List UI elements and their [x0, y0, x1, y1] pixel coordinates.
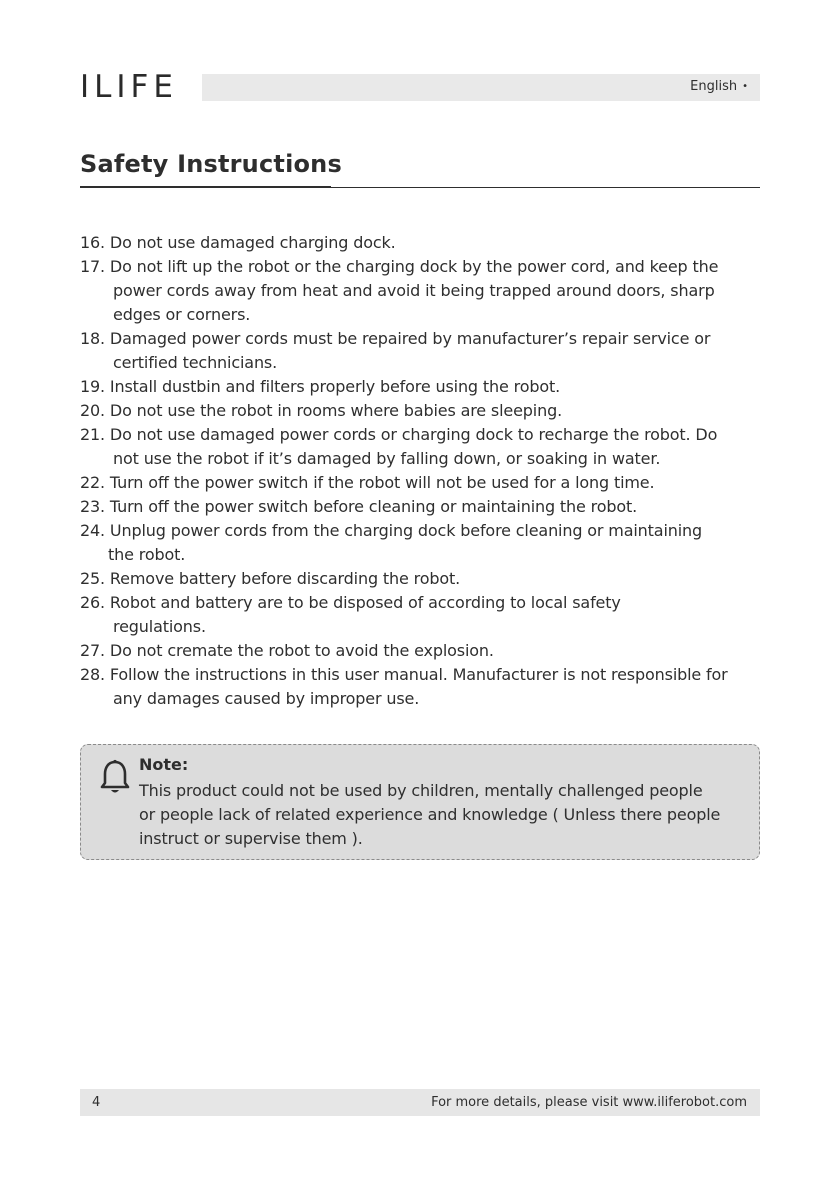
language-indicator [690, 79, 748, 94]
item-line: 19. Install dustbin and filters properly before using the robot. [80, 377, 561, 396]
note-text [139, 779, 751, 851]
item-line: 27. Do not cremate the robot to avoid the explosion. [80, 641, 494, 660]
bell-icon [99, 759, 131, 797]
list-item [80, 471, 770, 495]
list-item [80, 255, 770, 327]
language-label: English [690, 79, 738, 94]
item-line: 24. Unplug power cords from the charging dock before cleaning or maintaining [80, 521, 703, 540]
safety-instructions-list [80, 231, 770, 711]
item-line: 18. Damaged power cords must be repaired by manufacturer’s repair service or [80, 329, 711, 348]
note-line: or people lack of related experience and knowledge ( Unless there people [139, 805, 721, 824]
list-item [80, 663, 770, 711]
list-item [80, 231, 770, 255]
list-item [80, 591, 770, 639]
item-line: 21. Do not use damaged power cords or charging dock to recharge the robot. Do [80, 425, 718, 444]
page-number: 4 [92, 1095, 101, 1110]
header-divider [331, 187, 760, 188]
note-box [80, 744, 760, 860]
item-line: the robot. [108, 545, 186, 564]
title-underline [80, 186, 331, 188]
note-line: instruct or supervise them ). [139, 829, 363, 848]
list-item [80, 327, 770, 375]
item-line: any damages caused by improper use. [113, 689, 420, 708]
item-line: 17. Do not lift up the robot or the charging dock by the power cord, and keep the [80, 257, 719, 276]
footer-website-text: For more details, please visit www.iliferobot.com [431, 1095, 747, 1110]
brand-logo: ILIFE [80, 69, 178, 105]
item-line: regulations. [113, 617, 206, 636]
item-line: 16. Do not use damaged charging dock. [80, 233, 396, 252]
item-line: power cords away from heat and avoid it being trapped around doors, sharp [113, 281, 715, 300]
footer-bar [80, 1089, 760, 1116]
item-line: 26. Robot and battery are to be disposed of according to local safety [80, 593, 621, 612]
item-line: not use the robot if it’s damaged by falling down, or soaking in water. [113, 449, 661, 468]
list-item [80, 375, 770, 399]
item-line: 22. Turn off the power switch if the robot will not be used for a long time. [80, 473, 655, 492]
item-line: 28. Follow the instructions in this user manual. Manufacturer is not responsible for [80, 665, 728, 684]
note-line: This product could not be used by children, mentally challenged people [139, 781, 703, 800]
note-title: Note: [139, 755, 189, 774]
item-line: 20. Do not use the robot in rooms where babies are sleeping. [80, 401, 563, 420]
list-item [80, 519, 770, 567]
section-title: Safety Instructions [80, 150, 342, 178]
list-item [80, 567, 770, 591]
list-item [80, 495, 770, 519]
item-line: edges or corners. [113, 305, 251, 324]
item-line: 25. Remove battery before discarding the robot. [80, 569, 461, 588]
list-item [80, 639, 770, 663]
header-bar [202, 74, 760, 101]
list-item [80, 423, 770, 471]
item-line: certified technicians. [113, 353, 278, 372]
language-bullet: • [742, 81, 748, 92]
list-item [80, 399, 770, 423]
item-line: 23. Turn off the power switch before cleaning or maintaining the robot. [80, 497, 638, 516]
